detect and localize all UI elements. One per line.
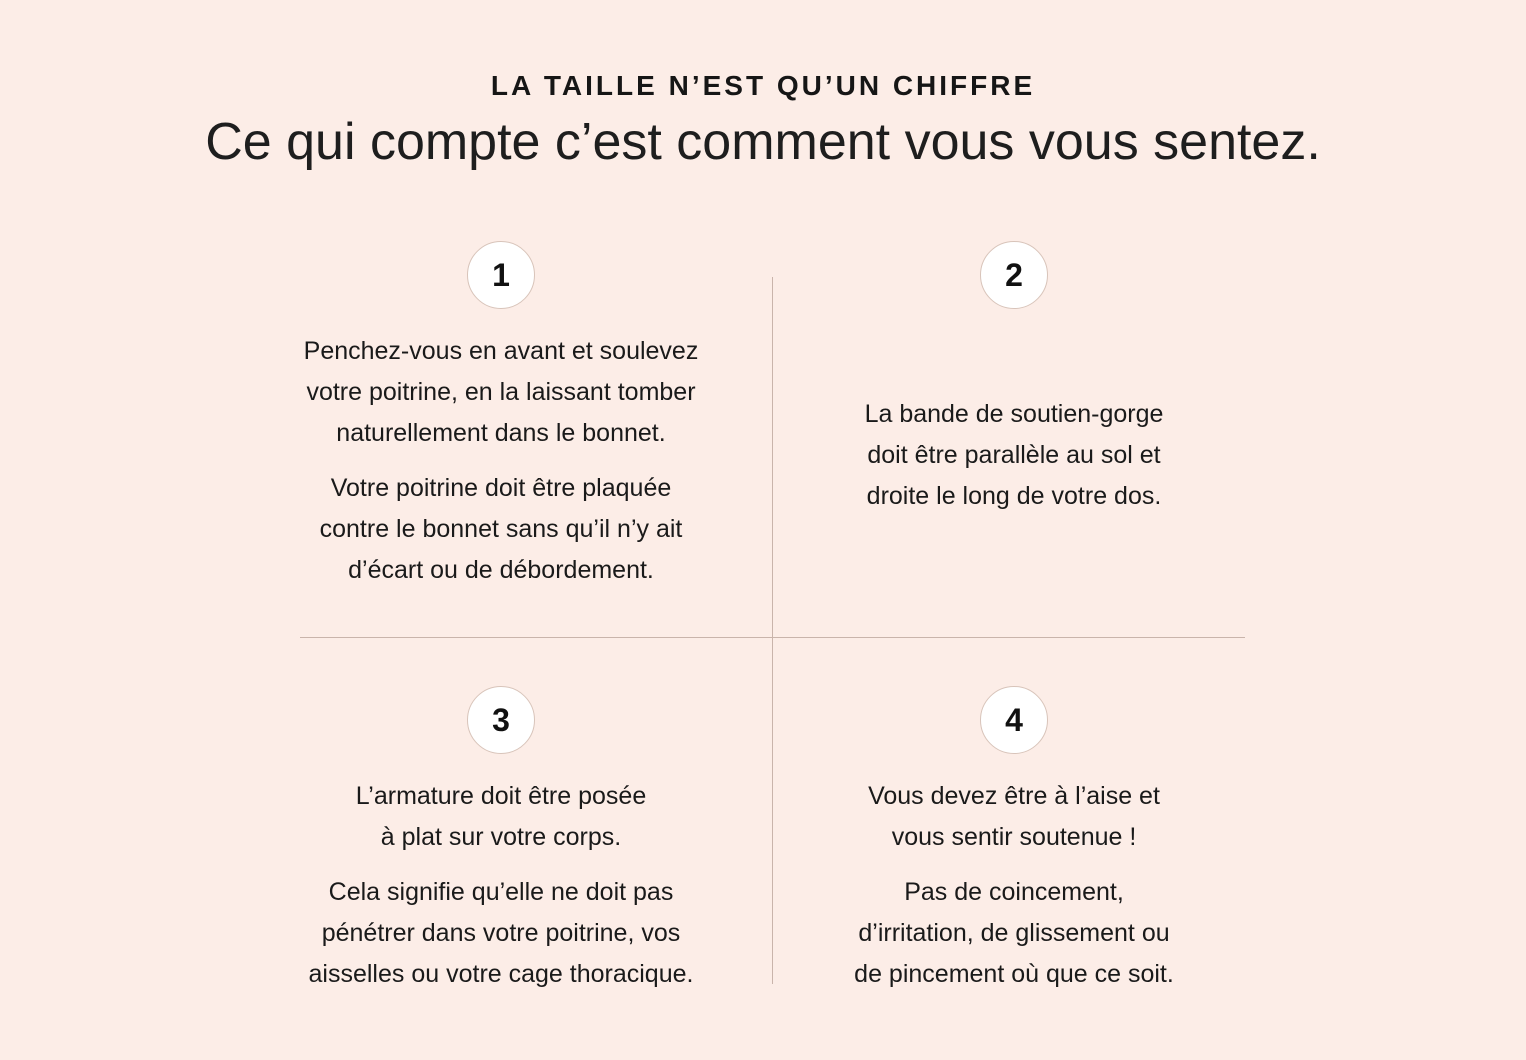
section-eyebrow: LA TAILLE N’EST QU’UN CHIFFRE [490,70,1036,101]
text-line: d’irritation, de glissement ou [858,919,1170,947]
step-4-number-badge: 4 [980,686,1048,754]
text-line: Vous devez être à l’aise et [868,782,1160,810]
text-line: Penchez-vous en avant et soulevez [303,337,699,365]
step-1-text [270,331,732,591]
text-line: L’armature doit être posée [355,782,647,810]
text-line: d’écart ou de débordement. [348,556,654,584]
text-line: vous sentir soutenue ! [891,823,1137,851]
step-2-text [783,394,1245,517]
step-2-paragraph-1 [783,394,1245,517]
text-line: doit être parallèle au sol et [867,441,1161,469]
step-4-text [783,776,1245,995]
step-3-number-badge: 3 [467,686,535,754]
text-line: naturellement dans le bonnet. [336,419,666,447]
text-line: à plat sur votre corps. [380,823,622,851]
text-line: de pincement où que ce soit. [854,960,1174,988]
step-3-text [270,776,732,995]
text-line: Cela signifie qu’elle ne doit pas [328,878,674,906]
text-line: Pas de coincement, [904,878,1124,906]
step-4-paragraph-2 [783,872,1245,995]
step-2-number-badge: 2 [980,241,1048,309]
step-1-paragraph-1 [270,331,732,454]
text-line: pénétrer dans votre poitrine, vos [321,919,681,947]
step-1-paragraph-2 [270,468,732,591]
vertical-divider [772,277,773,984]
text-line: aisselles ou votre cage thoracique. [308,960,694,988]
step-1-number-badge: 1 [467,241,535,309]
text-line: contre le bonnet sans qu’il n’y ait [319,515,683,543]
step-3-paragraph-2 [270,872,732,995]
step-3-paragraph-1 [270,776,732,858]
text-line: La bande de soutien-gorge [864,400,1164,428]
text-line: droite le long de votre dos. [866,482,1162,510]
text-line: votre poitrine, en la laissant tomber [306,378,696,406]
text-line: Votre poitrine doit être plaquée [330,474,672,502]
horizontal-divider [300,637,1245,638]
section-headline: Ce qui compte c’est comment vous vous sentez. [205,113,1321,171]
step-4-paragraph-1 [783,776,1245,858]
